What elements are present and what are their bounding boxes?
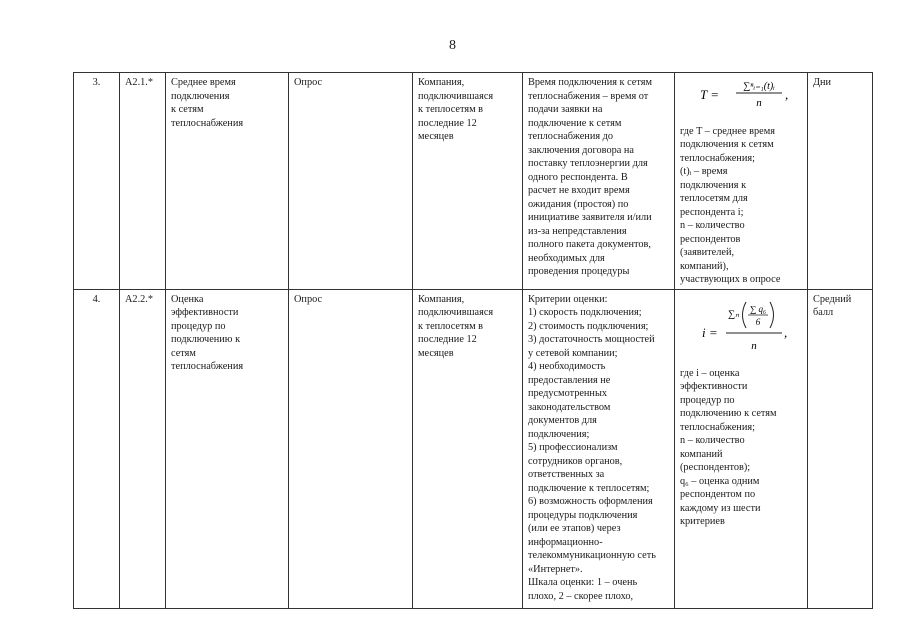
indicator-cell: Среднее время подключения к сетям теплоснабжения (166, 73, 289, 290)
description-cell: Критерии оценки: 1) скорость подключения; 2) стоимость подключения; 3) достаточность мощностей у сетевой компании; 4) необходимость предоставления не предусмотренных законодательством документов для подключения; 5) профессионализм сотрудников органов, ответственных за подключение к теплосетям; 6) возможность оформления процедуры подключения (или ее этапов) через информационно- телекоммуникационную сеть «Интернет». Шкала оценки: 1 – очень плохо, 2 – скорее плохо, (523, 289, 675, 608)
page-number: 8 (449, 38, 456, 53)
formula-efficiency-score (680, 297, 802, 359)
formula-inner-denominator: 6 (755, 316, 761, 327)
formula-lhs: T = (700, 87, 720, 102)
method-cell: Опрос (289, 73, 413, 290)
table-row (74, 73, 873, 290)
formula-cell: T = ∑ⁿᵢ₌₁(t)ᵢ n , где T – среднее время подключения к сетям теплоснабжения; (t)ᵢ – время подключения к теплосетям для респондента i; n – количество респондентов (заявителей, компаний), участвующих в опросе (675, 73, 808, 290)
method-cell: Опрос (289, 289, 413, 608)
formula-outer-sum: ∑ₙ (728, 308, 740, 320)
formula-numerator: ∑ⁿᵢ₌₁(t)ᵢ (743, 81, 775, 92)
formula-trail: , (784, 324, 788, 340)
formula-inner-sum: ∑ q₆ (749, 303, 767, 314)
formula-cell: i = ∑ₙ ∑ q₆ 6 n , где i – оценка эффективности процедур по подключению к сетям теплоснабжения; n – количество компаний (респондентов); q₆ – оценка одним респондентом по каждому из шести критериев (675, 289, 808, 608)
code-cell: А2.2.* (120, 289, 166, 608)
description-cell: Время подключения к сетям теплоснабжения – время от подачи заявки на подключение к сетям теплоснабжения до заключения договора на поставку теплоэнергии для одного респондента. В расчет не входит время ожидания (простоя) по инициативе заявителя и/или из-за непредставления полного пакета документов, необходимых для проведения процедуры (523, 73, 675, 290)
indicator-cell: Оценка эффективности процедур по подключению к сетям теплоснабжения (166, 289, 289, 608)
row-number-cell: 4. (74, 289, 120, 608)
indicators-table (73, 72, 873, 609)
formula-denominator: n (756, 97, 762, 109)
formula-lhs: i = (702, 324, 718, 340)
table-row (74, 289, 873, 608)
respondent-cell: Компания, подключившаяся к теплосетям в последние 12 месяцев (413, 73, 523, 290)
unit-cell: Средний балл (808, 289, 873, 608)
formula-trail: , (785, 87, 789, 102)
code-cell: А2.1.* (120, 73, 166, 290)
formula-denominator: n (751, 339, 757, 352)
row-number-cell: 3. (74, 73, 120, 290)
respondent-cell: Компания, подключившаяся к теплосетям в последние 12 месяцев (413, 289, 523, 608)
unit-cell: Дни (808, 73, 873, 290)
formula-average-time (680, 78, 802, 115)
